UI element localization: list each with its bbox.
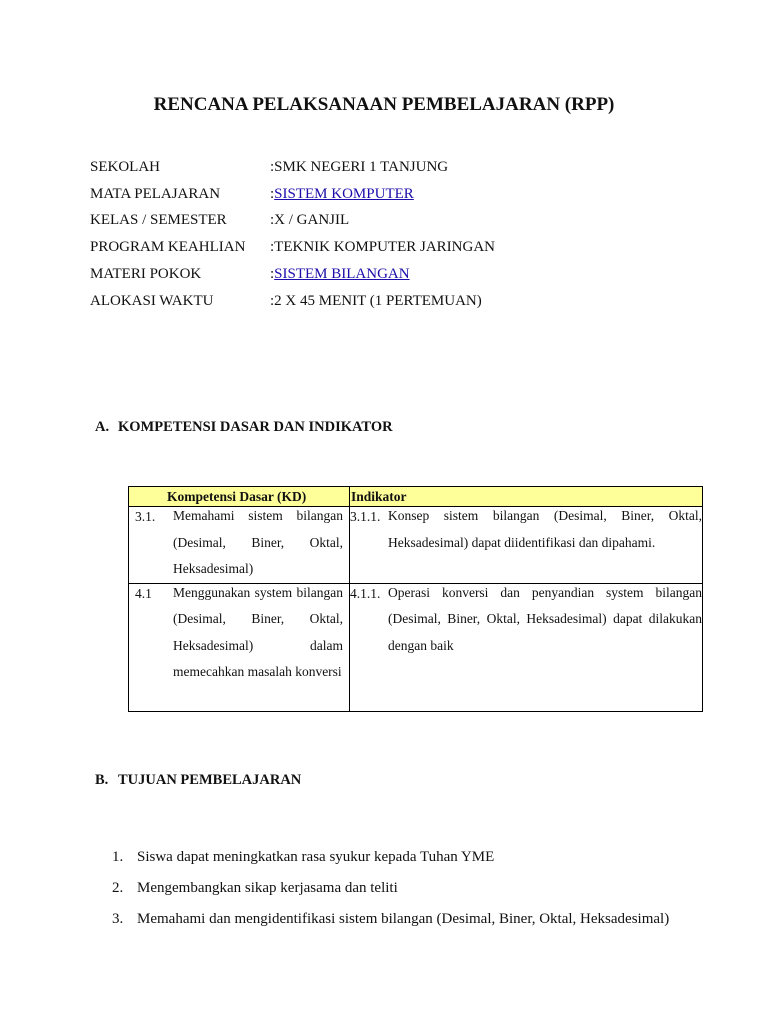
- section-number: B.: [95, 772, 109, 788]
- indicator-number: 3.1.1.: [350, 509, 381, 524]
- section-title: KOMPETENSI DASAR DAN INDIKATOR: [118, 419, 393, 435]
- list-item-number: 1.: [112, 849, 124, 865]
- kd-number: 4.1: [135, 585, 152, 601]
- table-header-indikator: Indikator: [350, 487, 703, 507]
- info-value-link[interactable]: SISTEM KOMPUTER: [274, 185, 414, 202]
- info-row-program-keahlian: [90, 234, 495, 261]
- section-title: TUJUAN PEMBELAJARAN: [118, 772, 302, 788]
- info-row-alokasi-waktu: [90, 288, 495, 315]
- info-label: SEKOLAH: [90, 158, 160, 175]
- identity-block: [90, 154, 495, 315]
- info-value: SMK NEGERI 1 TANJUNG: [274, 158, 449, 175]
- table-header-kd: Kompetensi Dasar (KD): [129, 487, 350, 507]
- indicator-cell: [350, 507, 703, 584]
- kompetensi-table: [128, 486, 703, 712]
- indicator-cell: [350, 583, 703, 711]
- info-label: ALOKASI WAKTU: [90, 292, 214, 309]
- list-item: [112, 842, 669, 873]
- info-value: 2 X 45 MENIT (1 PERTEMUAN): [274, 292, 482, 309]
- kd-cell: [129, 507, 350, 584]
- table-row: [129, 583, 703, 711]
- info-row-sekolah: [90, 154, 495, 181]
- section-a-heading: [95, 419, 393, 436]
- info-label: MATA PELAJARAN: [90, 185, 221, 202]
- info-value: TEKNIK KOMPUTER JARINGAN: [274, 239, 495, 256]
- info-label: PROGRAM KEAHLIAN: [90, 239, 246, 256]
- indicator-text: Operasi konversi dan penyandian system bilangan (Desimal, Biner, Oktal, Heksadesimal) dapat dilakukan dengan baik: [388, 584, 702, 653]
- info-value-link[interactable]: SISTEM BILANGAN: [274, 266, 410, 283]
- list-item: [112, 873, 669, 904]
- indicator-number: 4.1.1.: [350, 585, 381, 601]
- info-separator: :: [270, 292, 275, 309]
- list-item-text: Siswa dapat meningkatkan rasa syukur kepada Tuhan YME: [137, 849, 495, 865]
- section-number: A.: [95, 419, 110, 435]
- info-row-mata-pelajaran: [90, 181, 495, 208]
- info-value: X / GANJIL: [274, 212, 350, 229]
- indicator-text: Konsep sistem bilangan (Desimal, Biner, Oktal, Heksadesimal) dapat diidentifikasi dan dipahami.: [388, 508, 702, 550]
- table-row: [129, 507, 703, 584]
- kd-cell: [129, 583, 350, 711]
- info-separator: :: [270, 266, 275, 283]
- list-item-number: 2.: [112, 880, 124, 896]
- info-separator: :: [270, 212, 275, 229]
- document-title: RENCANA PELAKSANAAN PEMBELAJARAN (RPP): [153, 94, 615, 115]
- info-label: KELAS / SEMESTER: [90, 212, 227, 229]
- kd-text: Menggunakan system bilangan (Desimal, Biner, Oktal, Heksadesimal) dalam memecahkan masalah konversi: [173, 584, 343, 679]
- info-separator: :: [270, 239, 275, 256]
- list-item-text: Mengembangkan sikap kerjasama dan teliti: [137, 880, 398, 896]
- list-item-text: Memahami dan mengidentifikasi sistem bilangan (Desimal, Biner, Oktal, Heksadesimal): [137, 911, 670, 927]
- info-label: MATERI POKOK: [90, 266, 202, 283]
- info-row-kelas-semester: [90, 208, 495, 235]
- info-separator: :: [270, 158, 275, 175]
- info-separator: :: [270, 185, 275, 202]
- goals-list: [112, 842, 669, 935]
- list-item: [112, 904, 669, 935]
- section-b-heading: [95, 772, 301, 789]
- info-row-materi-pokok: [90, 261, 495, 288]
- list-item-number: 3.: [112, 911, 124, 927]
- kd-number: 3.1.: [135, 509, 156, 524]
- kd-text: Memahami sistem bilangan (Desimal, Biner, Oktal, Heksadesimal): [173, 508, 343, 576]
